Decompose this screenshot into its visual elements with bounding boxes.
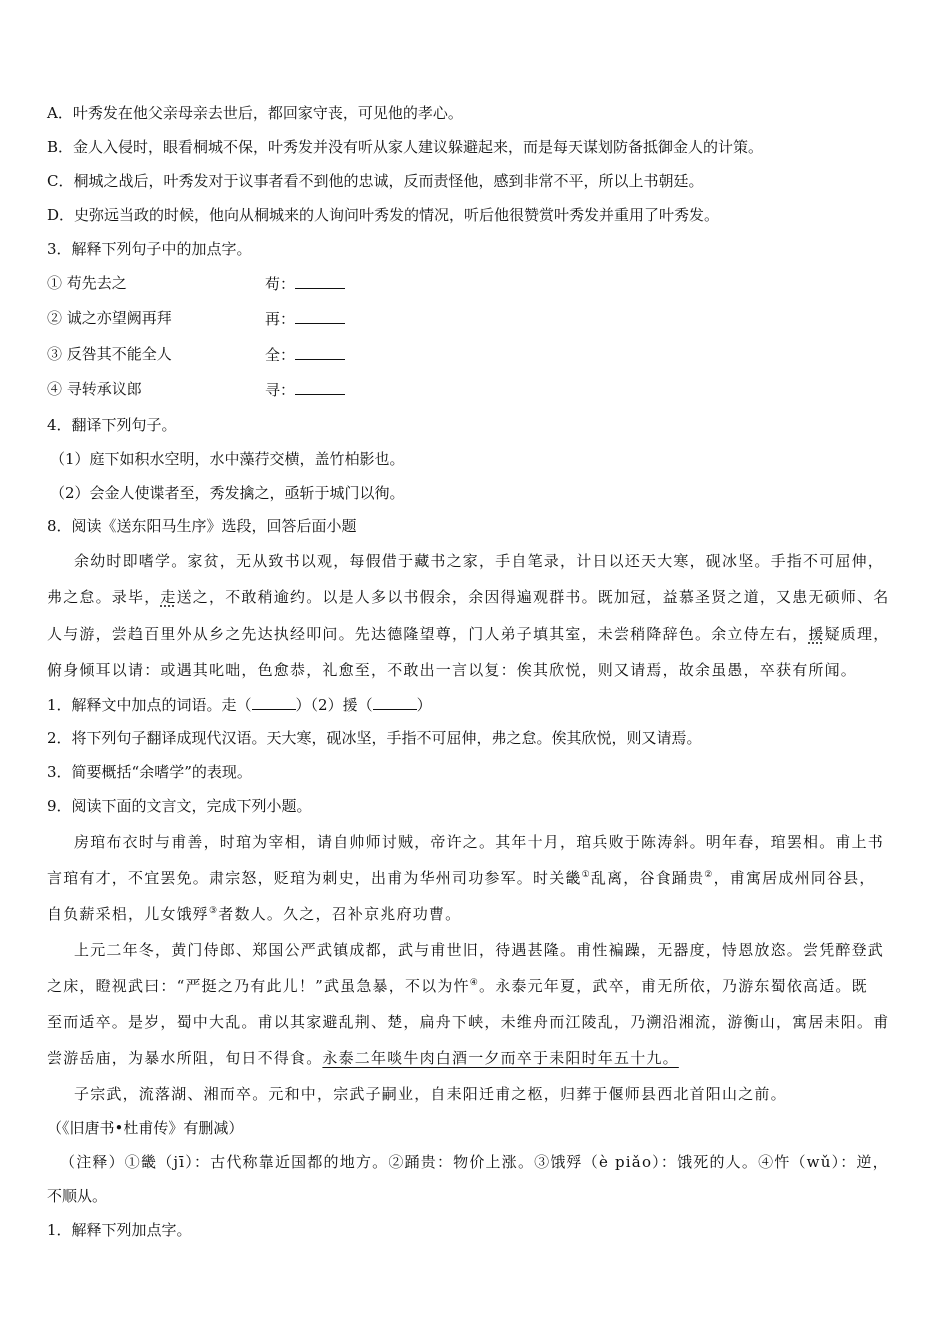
q2-option-b: B．金人入侵时，眼看桐城不保，叶秀发并没有听从家人建议躲避起来，而是每天谋划防备抵御金人的计策。 [47,138,764,156]
q9-passage-line: 尝游岳庙，为暴水所阻，旬日不得食。永泰二年啖牛肉白酒一夕而卒于耒阳时年五十九。 [47,1049,679,1067]
q8-sub3: 3．简要概括“余嗜学”的表现。 [47,763,252,781]
q9-passage-line: 子宗武，流落湖、湘而卒。元和中，宗武子嗣业，自耒阳迁甫之柩，归葬于偃师县西北首阳山之前。 [74,1085,787,1103]
q9-passage-line: 至而适卒。是岁，蜀中大乱。甫以其家避乱荆、楚，扁舟下峡，未维舟而江陵乱，乃溯沿湘流，游衡山，寓居耒阳。甫 [47,1013,890,1031]
q3-title: 3．解释下列句子中的加点字。 [47,240,252,258]
q9-passage-line: 言琯有才，不宜罢免。肃宗怒，贬琯为刺史，出甫为华州司功参军。时关畿①乱离，谷食踊贵②，甫寓居成州同谷县， [47,869,876,887]
answer-blank[interactable] [295,272,345,289]
q3-item-3: ③ 反咎其不能全人 全： [47,343,172,365]
dotted-word-zou: 走 [160,588,177,606]
q9-title: 9．阅读下面的文言文，完成下列小题。 [47,797,312,815]
q8-passage-line: 俯身倾耳以请：或遇其叱咄，色愈恭，礼愈至，不敢出一言以复：俟其欣悦，则又请焉，故余虽愚，卒获有所闻。 [47,661,858,679]
answer-blank[interactable] [295,343,345,360]
q9-passage-line: 自负薪采梠，儿女饿殍③者数人。久之，召补京兆府功曹。 [47,905,462,923]
answer-blank[interactable] [252,693,296,710]
dotted-word-yuan: 援 [808,625,825,643]
q8-sub2: 2．将下列句子翻译成现代汉语。天大寒，砚冰坚，手指不可屈伸，弗之怠。俟其欣悦，则又请焉。 [47,729,702,747]
q3-item-2: ② 诚之亦望阙再拜 再： [47,307,172,329]
q8-passage-line: 余幼时即嗜学。家贫，无从致书以观，每假借于藏书之家，手自笔录，计日以还天大寒，砚冰坚。手指不可屈伸， [74,552,885,570]
q4-sentence-1: （1）庭下如积水空明，水中藻荇交横，盖竹柏影也。 [50,450,405,468]
q2-option-c: C．桐城之战后，叶秀发对于议事者看不到他的忠诚，反而责怪他，感到非常不平，所以上书朝廷。 [47,172,704,190]
q8-passage-line: 弗之怠。录毕，走送之，不敢稍逾约。以是人多以书假余，余因得遍观群书。既加冠，益慕圣贤之道，又患无硕师、名 [47,588,890,606]
underlined-sentence: 永泰二年啖牛肉白酒一夕而卒于耒阳时年五十九。 [322,1049,679,1067]
q9-notes: （注释）①畿（jī）：古代称靠近国都的地方。②踊贵：物价上涨。③饿殍（è piǎo）：饿死的人。④忤（wǔ）：逆， [60,1153,889,1171]
answer-blank[interactable] [373,693,417,710]
q9-passage-line: 上元二年冬，黄门侍郎、郑国公严武镇成都，武与甫世旧，待遇甚隆。甫性褊躁，无器度，恃恩放恣。尝凭醉登武 [74,941,885,959]
q3-item-4: ④ 寻转承议郎 寻： [47,378,142,400]
q9-sub1: 1．解释下列加点字。 [47,1221,192,1239]
q3-item-1: ① 苟先去之 苟： [47,272,127,294]
q8-sub1: 1．解释文中加点的词语。走（ ）（2）援（ ） [47,693,432,716]
q4-sentence-2: （2）会金人使谍者至，秀发擒之，亟斩于城门以徇。 [50,484,405,502]
q9-passage-line: 房琯布衣时与甫善，时琯为宰相，请自帅师讨贼，帝许之。其年十月，琯兵败于陈涛斜。明年春，琯罢相。甫上书 [74,833,885,851]
answer-blank[interactable] [295,307,345,324]
q9-notes-cont: 不顺从。 [47,1187,108,1205]
answer-blank[interactable] [295,378,345,395]
q2-option-d: D．史弥远当政的时候，他向从桐城来的人询问叶秀发的情况，听后他很赞赏叶秀发并重用了叶秀发。 [47,206,720,224]
q2-option-a: A．叶秀发在他父亲母亲去世后，都回家守丧，可见他的孝心。 [47,104,463,122]
q9-passage-line: 之床，瞪视武曰：“严挺之乃有此儿！”武虽急暴，不以为忤④。永泰元年夏，武卒，甫无所依，乃游东蜀依高适。既 [47,977,868,995]
q4-title: 4．翻译下列句子。 [47,416,177,434]
q9-source: （《旧唐书•杜甫传》有删减） [47,1119,244,1137]
q8-passage-line: 人与游，尝趋百里外从乡之先达执经叩问。先达德隆望尊，门人弟子填其室，未尝稍降辞色。余立侍左右，援疑质理， [47,625,890,643]
q8-title: 8．阅读《送东阳马生序》选段，回答后面小题 [47,517,357,535]
